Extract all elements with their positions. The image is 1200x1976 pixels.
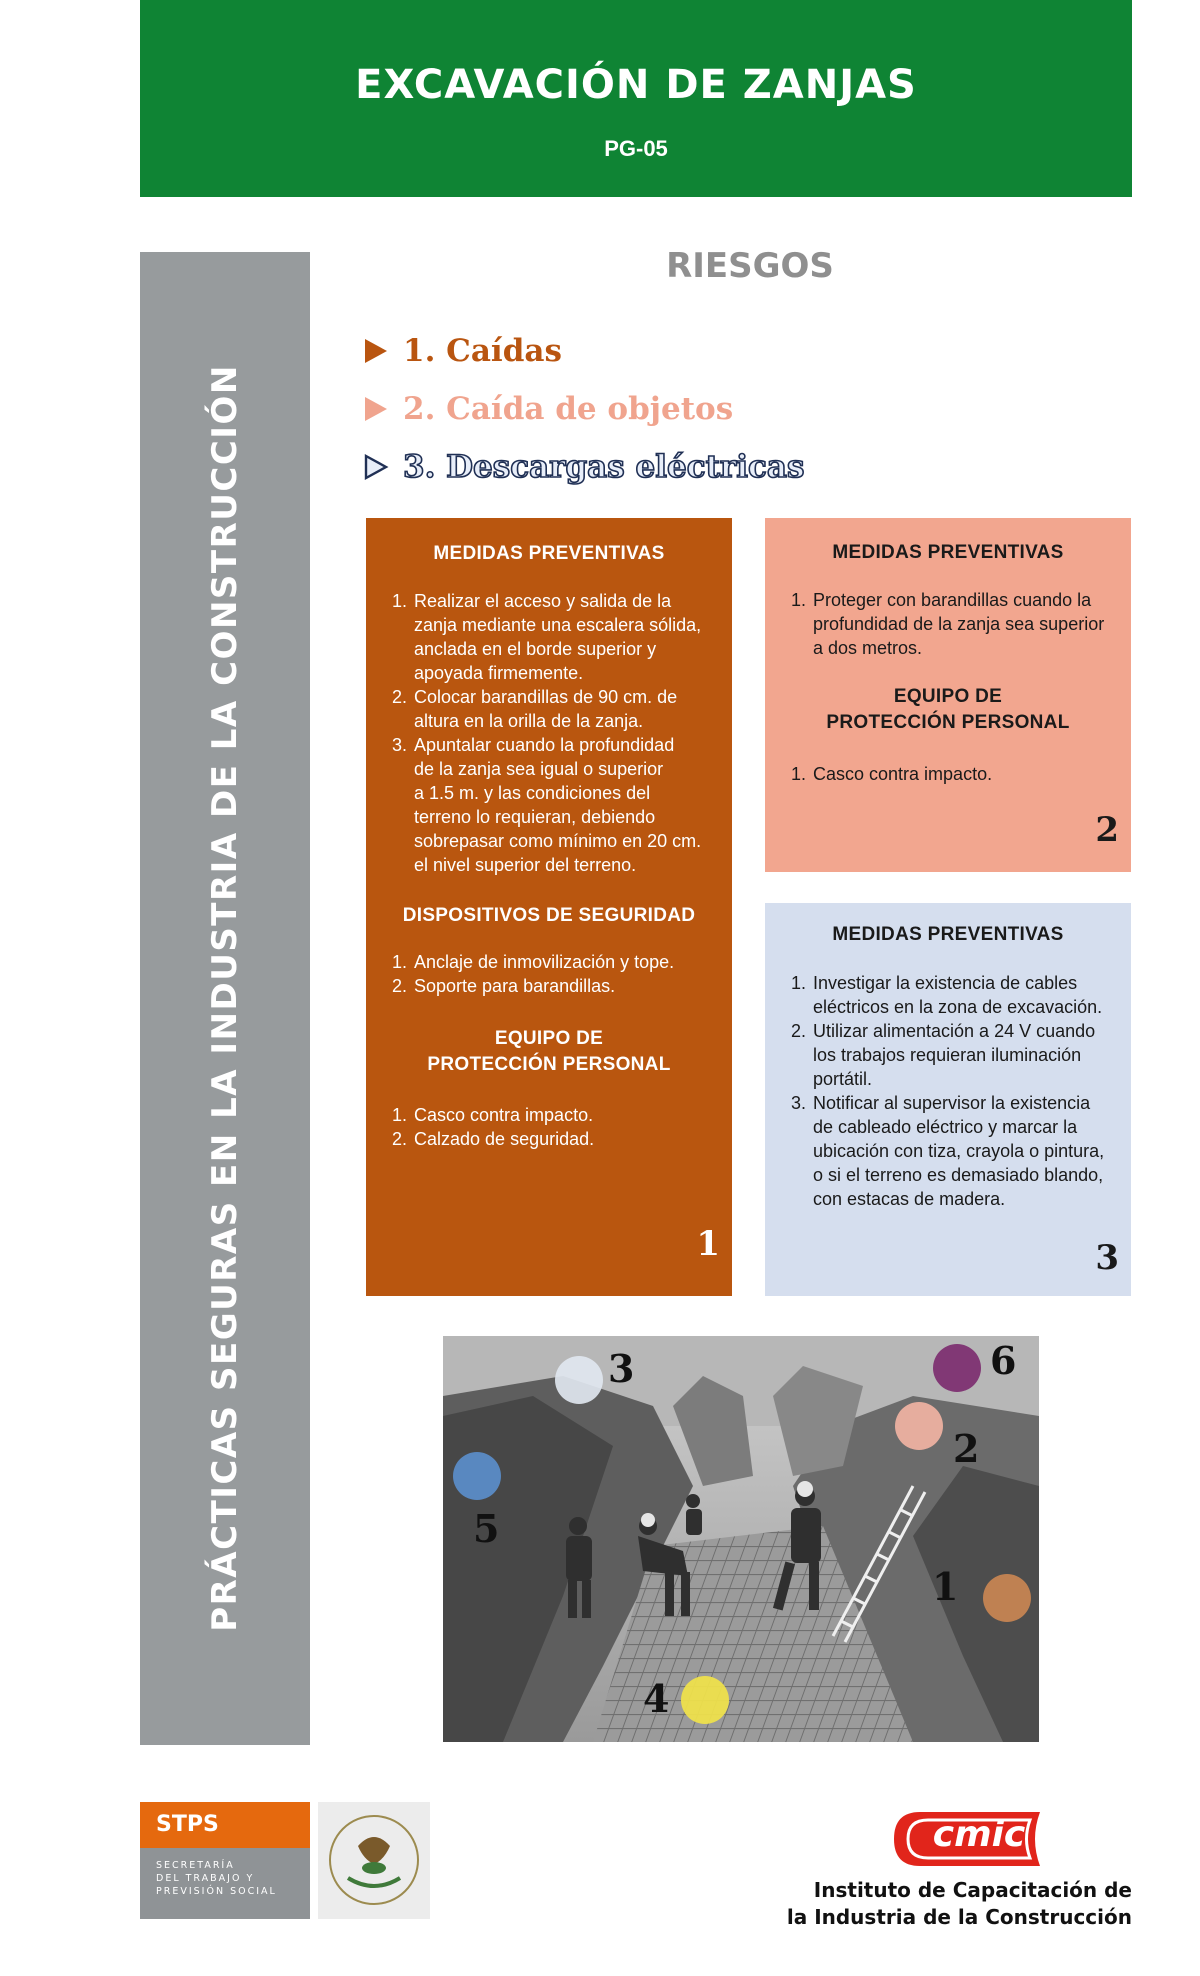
marker-dot-2 [895, 1402, 943, 1450]
stps-subtitle: SECRETARÍA DEL TRABAJO Y PREVISIÓN SOCIAL [156, 1860, 277, 1897]
marker-label-1: 1 [932, 1564, 959, 1609]
risk-item-label: 1. Caídas [403, 333, 562, 369]
section-title-dispositivos: DISPOSITIVOS DE SEGURIDAD [402, 905, 696, 926]
marker-dot-3 [555, 1356, 603, 1404]
list-item: 2. Colocar barandillas de 90 cm. de altura en la orilla de la zanja. [391, 687, 678, 731]
list-item: 2. Calzado de seguridad. [391, 1129, 595, 1149]
list-item: 1. Proteger con barandillas cuando la profundidad de la zanja sea superior a dos metros. [790, 590, 1105, 658]
box-number: 3 [1095, 1238, 1119, 1278]
section-title-medidas: MEDIDAS PREVENTIVAS [832, 542, 1064, 563]
list-item: 1. Casco contra impacto. [790, 764, 993, 784]
box-number: 1 [696, 1224, 720, 1264]
marker-dot-5 [453, 1452, 501, 1500]
marker-label-6: 6 [990, 1338, 1017, 1383]
medidas-list [765, 588, 1131, 660]
list-item: 1. Anclaje de inmovilización y tope. [391, 952, 675, 972]
medidas-list [366, 589, 732, 877]
risks-heading: RIESGOS [666, 246, 834, 286]
cmic-logo-text: cmic [932, 1814, 1026, 1855]
list-item: 3. Notificar al supervisor la existencia de cableado eléctrico y marcar la ubicación con tiza, crayola o pintura, o si el terreno es demasiado blando, con estacas de madera. [790, 1093, 1105, 1209]
list-item: 2. Utilizar alimentación a 24 V cuando los trabajos requieran iluminación portátil. [790, 1021, 1096, 1089]
cmic-logo [890, 1808, 1045, 1870]
list-item: 2. Soporte para barandillas. [391, 976, 616, 996]
section-title-equipo-2: PROTECCIÓN PERSONAL [826, 712, 1070, 733]
section-title-medidas: MEDIDAS PREVENTIVAS [433, 543, 665, 564]
risk-box-1 [366, 518, 732, 1296]
marker-label-5: 5 [473, 1506, 500, 1551]
equipo-list [765, 762, 1131, 786]
marker-label-3: 3 [608, 1346, 635, 1391]
risk-item-label: 3. Descargas eléctricas [403, 449, 805, 485]
marker-dot-1 [983, 1574, 1031, 1622]
marker-dot-4 [681, 1676, 729, 1724]
list-item: 1. Investigar la existencia de cables eléctricos en la zona de excavación. [790, 973, 1103, 1017]
institute-name-line-1: Instituto de Capacitación de [813, 1878, 1132, 1902]
medidas-list [765, 971, 1131, 1211]
equipo-list [366, 1103, 732, 1151]
header-banner [140, 0, 1132, 197]
list-item: 1. Realizar el acceso y salida de la zanja mediante una escalera sólida, anclada en el borde superior y apoyada firmemente. [391, 591, 702, 683]
document-code: PG-05 [604, 136, 668, 161]
stps-logo [140, 1802, 430, 1919]
risk-item-2 [363, 389, 733, 429]
marker-label-2: 2 [953, 1426, 980, 1471]
box-number: 2 [1095, 810, 1119, 850]
marker-label-4: 4 [643, 1676, 670, 1721]
list-item: 1. Casco contra impacto. [391, 1105, 594, 1125]
risk-item-3 [363, 447, 804, 487]
section-title-equipo-1: EQUIPO DE [494, 1028, 604, 1049]
list-item: 3. Apuntalar cuando la profundidad de la zanja sea igual o superior a 1.5 m. y las condiciones del terreno lo requieran, debiendo sobrepasar como mínimo en 20 cm. el nivel superior del terreno. [391, 735, 702, 875]
section-title-equipo-1: EQUIPO DE [893, 686, 1003, 707]
risk-item-1 [363, 331, 562, 371]
institute-name-line-2: la Industria de la Construcción [786, 1905, 1132, 1929]
seal-frame [318, 1802, 430, 1919]
page-title: EXCAVACIÓN DE ZANJAS [355, 62, 917, 108]
section-title-equipo-2: PROTECCIÓN PERSONAL [427, 1054, 671, 1075]
side-band [140, 252, 310, 1745]
triangle-arrow-icon [363, 338, 389, 364]
side-band-text: PRÁCTICAS SEGURAS EN LA INDUSTRIA DE LA CONSTRUCCIÓN [205, 364, 245, 1632]
stps-label: STPS [156, 1812, 219, 1837]
risk-box-3 [765, 903, 1131, 1296]
risk-box-2 [765, 518, 1131, 872]
risk-item-label: 2. Caída de objetos [403, 391, 734, 427]
dispositivos-list [366, 950, 732, 998]
trench-photo [443, 1336, 1039, 1742]
marker-dot-6 [933, 1344, 981, 1392]
mexico-seal-icon [318, 1802, 430, 1919]
trench-photo-illustration [443, 1336, 1039, 1742]
triangle-arrow-icon [363, 396, 389, 422]
section-title-medidas: MEDIDAS PREVENTIVAS [832, 924, 1064, 945]
triangle-arrow-icon [363, 454, 389, 480]
